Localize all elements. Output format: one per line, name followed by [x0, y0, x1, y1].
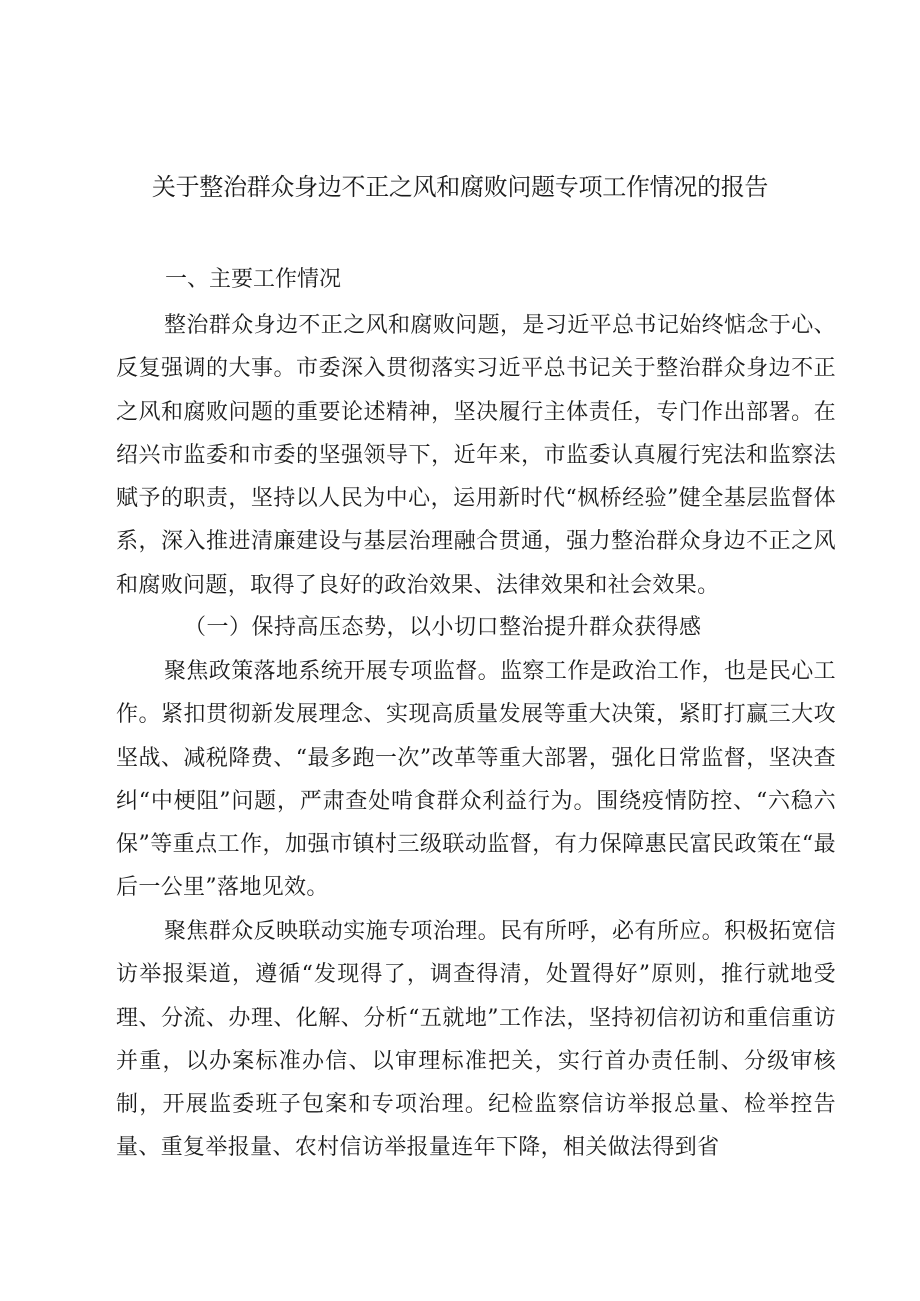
sub-heading-1: （一）保持高压态势，以小切口整治提升群众获得感	[184, 615, 702, 640]
paragraph-3: 聚焦群众反映联动实施专项治理。民有所呼，必有所应。积极拓宽信访举报渠道，遵循“发现得了，调查得清，处置得好”原则，推行就地受理、分流、办理、化解、分析“五就地”工作法，坚持初信初访和重信重访并重，以办案标准办信、以审理标准把关，实行首办责任制、分级审核制，开展监委班子包案和专项治理。纪检监察信访举报总量、检举控告量、重复举报量、农村信访举报量连年下降，相关做法得到省	[116, 919, 836, 1161]
paragraph-1: 整治群众身边不正之风和腐败问题，是习近平总书记始终惦念于心、反复强调的大事。市委深入贯彻落实习近平总书记关于整治群众身边不正之风和腐败问题的重要论述精神，坚决履行主体责任，专门作出部署。在绍兴市监委和市委的坚强领导下，近年来，市监委认真履行宪法和监察法赋予的职责，坚持以人民为中心，运用新时代“枫桥经验”健全基层监督体系，深入推进清廉建设与基层治理融合贯通，强力整治群众身边不正之风和腐败问题，取得了良好的政治效果、法律效果和社会效果。	[116, 313, 836, 598]
document-title: 关于整治群众身边不正之风和腐败问题专项工作情况的报告	[151, 173, 769, 201]
section-heading: 一、主要工作情况	[165, 267, 342, 292]
paragraph-2: 聚焦政策落地系统开展专项监督。监察工作是政治工作，也是民心工作。紧扣贯彻新发展理念、实现高质量发展等重大决策，紧盯打赢三大攻坚战、减税降费、“最多跑一次”改革等重大部署，强化日常监督，坚决查纠“中梗阻”问题，严肃查处啃食群众利益行为。围绕疫情防控、“六稳六保”等重点工作，加强市镇村三级联动监督，有力保障惠民富民政策在“最后一公里”落地见效。	[116, 659, 836, 901]
